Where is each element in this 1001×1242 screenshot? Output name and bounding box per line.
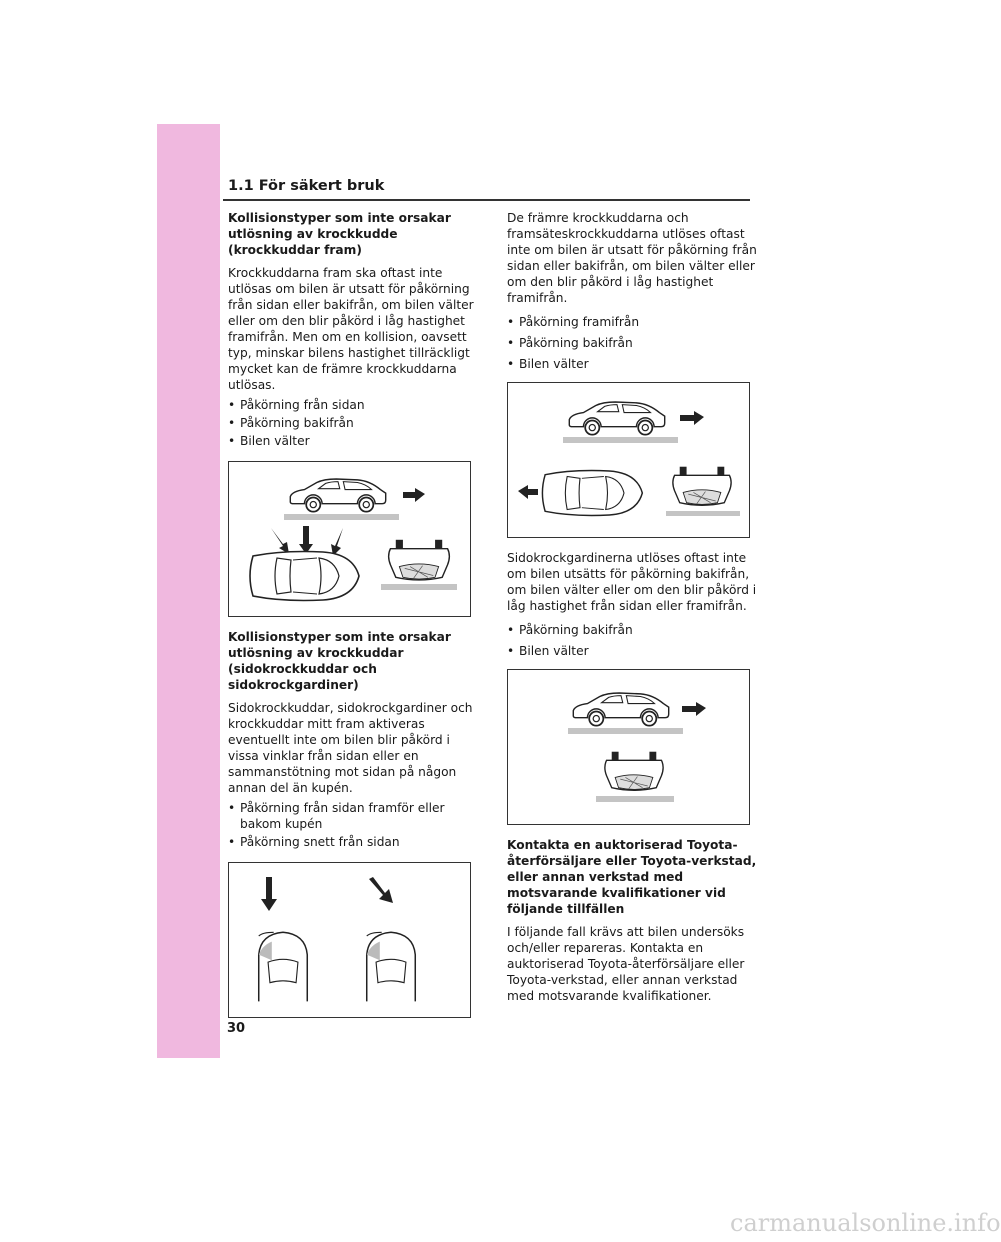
list-item: • Bilen välter — [228, 433, 478, 449]
section-heading: Kollisionstyper som inte orsakar utlösning av krockkuddar (sidokrockkuddar och sidokrockgardiner) — [228, 630, 451, 692]
list-item: • Påkörning bakifrån — [507, 335, 757, 351]
watermark: carmanualsonline.info — [730, 1209, 1001, 1237]
paragraph: Sidokrockkuddar, sidokrockgardiner och krockkuddar mitt fram aktiveras eventuellt inte om bilen blir påkörd i vissa vinklar från sidan eller en sammanstötning mot sidan på någon annan del än kupén. — [228, 701, 473, 795]
list-item: • Påkörning framifrån — [507, 314, 757, 330]
list-item: • Bilen välter — [507, 356, 757, 372]
illustration-front-seat-airbag-collisions — [507, 382, 750, 538]
header-divider — [223, 199, 750, 201]
list-item: • Bilen välter — [507, 643, 757, 659]
illustration-side-airbag-collisions — [228, 862, 471, 1018]
bullet-list — [507, 622, 757, 659]
section-heading: Kollisionstyper som inte orsakar utlösning av krockkudde (krockkuddar fram) — [228, 211, 451, 257]
side-tab-bar — [157, 124, 220, 1058]
paragraph: De främre krockkuddarna och framsäteskrockkuddarna utlöses oftast inte om bilen är utsatt för påkörning från sidan eller bakifrån, om bilen välter eller om den blir påkörd i låg hastighet framifrån. — [507, 211, 757, 305]
section-header: 1.1 För säkert bruk — [228, 178, 385, 194]
section-heading: Kontakta en auktoriserad Toyota-återförsäljare eller Toyota-verkstad, eller annan verkstad med motsvarande kvalifikationer vid följande tillfällen — [507, 838, 757, 916]
list-item: • Påkörning bakifrån — [228, 415, 478, 431]
paragraph: Sidokrockgardinerna utlöses oftast inte om bilen utsätts för påkörning bakifrån, om bilen välter eller om den blir påkörd i låg hastighet från sidan eller framifrån. — [507, 551, 757, 613]
left-column — [228, 210, 478, 1018]
list-item: • Påkörning från sidan — [228, 397, 478, 413]
bullet-list — [228, 397, 478, 449]
paragraph: Krockkuddarna fram ska oftast inte utlösas om bilen är utsatt för påkörning från sidan eller bakifrån, om bilen välter eller om den blir påkörd i låg hastighet framifrån. Men om en kollision, oavsett typ, minskar bilens hastighet tillräckligt mycket kan de främre krockkuddarna utlösas. — [228, 266, 474, 392]
right-column — [507, 210, 757, 1008]
bullet-list — [507, 314, 757, 372]
list-item: • Påkörning bakifrån — [507, 622, 757, 638]
page-number: 30 — [227, 1021, 246, 1036]
list-item: • Påkörning från sidan framför eller bakom kupén — [228, 800, 478, 832]
illustration-curtain-airbag-collisions — [507, 669, 750, 825]
list-item: • Påkörning snett från sidan — [228, 834, 478, 850]
paragraph: I följande fall krävs att bilen undersöks och/eller repareras. Kontakta en auktoriserad Toyota-återförsäljare eller Toyota-verkstad, eller annan verkstad med motsvarande kvalifikationer. — [507, 925, 745, 1003]
bullet-list — [228, 800, 478, 850]
illustration-front-airbag-collisions — [228, 461, 471, 617]
